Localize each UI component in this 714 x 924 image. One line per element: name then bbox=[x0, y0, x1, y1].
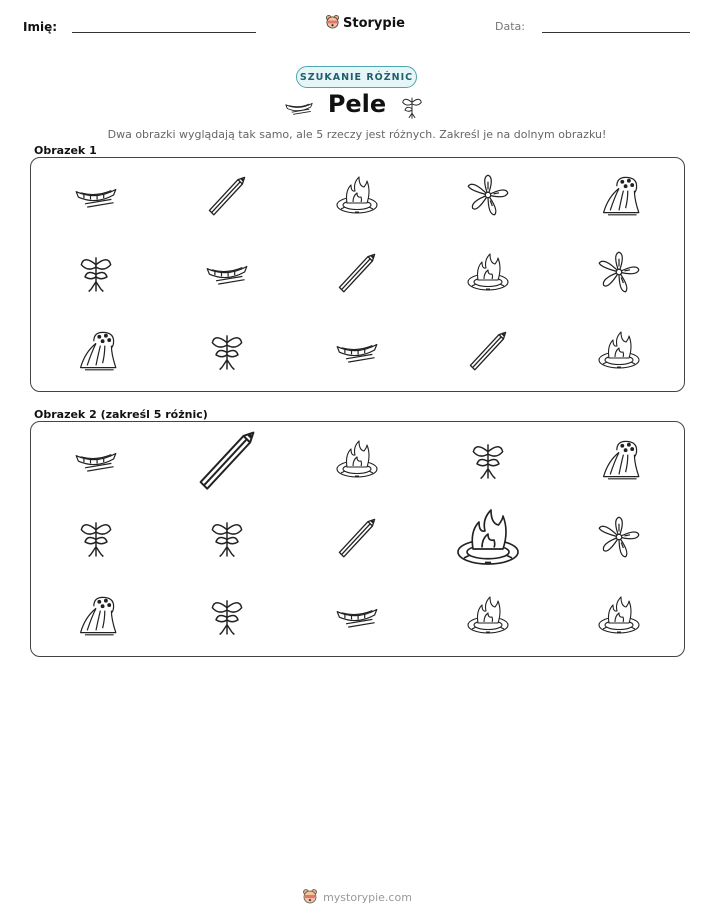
campfire-icon bbox=[466, 250, 510, 298]
grid-cell[interactable] bbox=[162, 313, 293, 391]
footer-url[interactable]: mystorypie.com bbox=[323, 891, 412, 904]
sprout-icon bbox=[74, 250, 118, 298]
canoe-icon bbox=[74, 173, 118, 221]
grid-cell[interactable] bbox=[292, 158, 423, 236]
grid-cell[interactable] bbox=[162, 578, 293, 656]
campfire-icon bbox=[455, 504, 521, 574]
grid-cell[interactable] bbox=[31, 158, 162, 236]
sprout-icon bbox=[400, 93, 424, 125]
pencil-icon bbox=[205, 173, 249, 221]
grid-cell[interactable] bbox=[162, 422, 293, 500]
sprout-icon bbox=[205, 515, 249, 563]
footer bbox=[0, 888, 714, 907]
name-line[interactable] bbox=[72, 32, 256, 33]
flower-icon bbox=[597, 250, 641, 298]
grid-cell[interactable] bbox=[292, 313, 423, 391]
activity-badge: SZUKANIE RÓŻNIC bbox=[296, 66, 417, 88]
volcano-icon bbox=[74, 593, 118, 641]
bear-icon bbox=[302, 888, 318, 907]
date-label: Data: bbox=[495, 20, 525, 33]
brand-name: Storypie bbox=[343, 16, 405, 31]
page-title: Pele bbox=[327, 90, 387, 118]
brand-logo bbox=[325, 14, 405, 33]
pencil-icon bbox=[335, 515, 379, 563]
name-label: Imię: bbox=[23, 20, 58, 34]
sprout-icon bbox=[466, 437, 510, 485]
grid-cell[interactable] bbox=[31, 313, 162, 391]
panel2-label: Obrazek 2 (zakreśl 5 różnic) bbox=[34, 408, 208, 421]
grid-cell[interactable] bbox=[162, 500, 293, 578]
pencil-icon bbox=[194, 426, 260, 496]
grid-cell[interactable] bbox=[553, 422, 684, 500]
grid-cell[interactable] bbox=[553, 500, 684, 578]
volcano-icon bbox=[597, 173, 641, 221]
pencil-icon bbox=[466, 328, 510, 376]
grid-cell[interactable] bbox=[31, 236, 162, 314]
grid-cell[interactable] bbox=[292, 578, 423, 656]
bear-icon bbox=[325, 14, 340, 33]
grid-cell[interactable] bbox=[292, 422, 423, 500]
picture-2-panel bbox=[30, 421, 685, 657]
sprout-icon bbox=[205, 328, 249, 376]
grid-cell[interactable] bbox=[31, 422, 162, 500]
grid-cell[interactable] bbox=[423, 500, 554, 578]
instructions: Dwa obrazki wyglądają tak samo, ale 5 rzeczy jest różnych. Zakreśl je na dolnym obrazku! bbox=[107, 128, 607, 141]
grid-cell[interactable] bbox=[553, 313, 684, 391]
grid-cell[interactable] bbox=[553, 578, 684, 656]
grid-cell[interactable] bbox=[31, 500, 162, 578]
campfire-icon bbox=[597, 593, 641, 641]
canoe-icon bbox=[335, 328, 379, 376]
pencil-icon bbox=[335, 250, 379, 298]
flower-icon bbox=[597, 515, 641, 563]
canoe-icon bbox=[335, 593, 379, 641]
canoe-icon bbox=[74, 437, 118, 485]
date-line[interactable] bbox=[542, 32, 690, 33]
picture-2-grid bbox=[31, 422, 684, 656]
campfire-icon bbox=[335, 173, 379, 221]
grid-cell[interactable] bbox=[423, 578, 554, 656]
picture-1-panel bbox=[30, 157, 685, 392]
panel1-label: Obrazek 1 bbox=[34, 144, 97, 157]
volcano-icon bbox=[597, 437, 641, 485]
grid-cell[interactable] bbox=[423, 158, 554, 236]
grid-cell[interactable] bbox=[553, 158, 684, 236]
campfire-icon bbox=[335, 437, 379, 485]
grid-cell[interactable] bbox=[292, 500, 423, 578]
canoe-icon bbox=[205, 250, 249, 298]
sprout-icon bbox=[74, 515, 118, 563]
grid-cell[interactable] bbox=[423, 313, 554, 391]
grid-cell[interactable] bbox=[423, 236, 554, 314]
picture-1-grid bbox=[31, 158, 684, 391]
grid-cell[interactable] bbox=[162, 236, 293, 314]
grid-cell[interactable] bbox=[31, 578, 162, 656]
campfire-icon bbox=[597, 328, 641, 376]
grid-cell[interactable] bbox=[553, 236, 684, 314]
grid-cell[interactable] bbox=[162, 158, 293, 236]
flower-icon bbox=[466, 173, 510, 221]
grid-cell[interactable] bbox=[423, 422, 554, 500]
volcano-icon bbox=[74, 328, 118, 376]
campfire-icon bbox=[466, 593, 510, 641]
sprout-icon bbox=[205, 593, 249, 641]
grid-cell[interactable] bbox=[292, 236, 423, 314]
